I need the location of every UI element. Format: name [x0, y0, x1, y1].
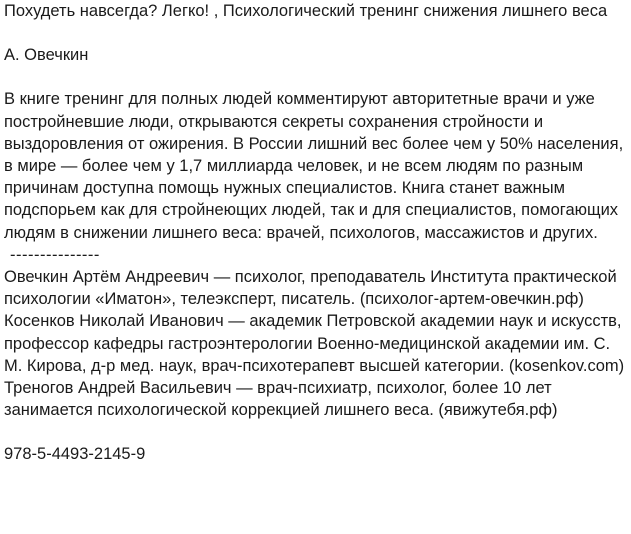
document-body — [4, 0, 626, 466]
book-title: Похудеть навсегда? Легко! , Психологический тренинг снижения лишнего веса — [4, 2, 608, 20]
book-description: В книге тренинг для полных людей комментируют авторитетные врачи и уже постройневшие люди, открываются секреты сохранения стройности и выздоровления от ожирения. В России лишний вес более чем у 50% населения, в мире — более чем у 1,7 миллиарда человек, и не всем людям по разным причинам доступна помощь нужных специалистов. Книга станет важным подспорьем как для стройнеющих людей, так и для специалистов, помогающих людям в снижении лишнего веса: врачей, психологов, массажистов и других. — [4, 90, 624, 242]
section-separator: --------------- — [10, 245, 100, 264]
book-author: А. Овечкин — [4, 46, 89, 65]
isbn-number: 978-5-4493-2145-9 — [4, 445, 146, 464]
author-bios: Овечкин Артём Андреевич — психолог, преподаватель Института практической психологии «Иматон», телеэксперт, писатель. (психолог-артем-овечкин.рф) Косенков Николай Иванович — академик Петровской академии наук и искусств, профессор кафедры гастроэнтерологии Военно-медицинской академии им. С. М. Кирова, д-р мед. наук, врач-психотерапевт высшей категории. (kosenkov.com) Треногов Андрей Васильевич — врач-психиатр, психолог, более 10 лет занимается психологической коррекцией лишнего веса. (явижутебя.рф) — [4, 268, 625, 420]
